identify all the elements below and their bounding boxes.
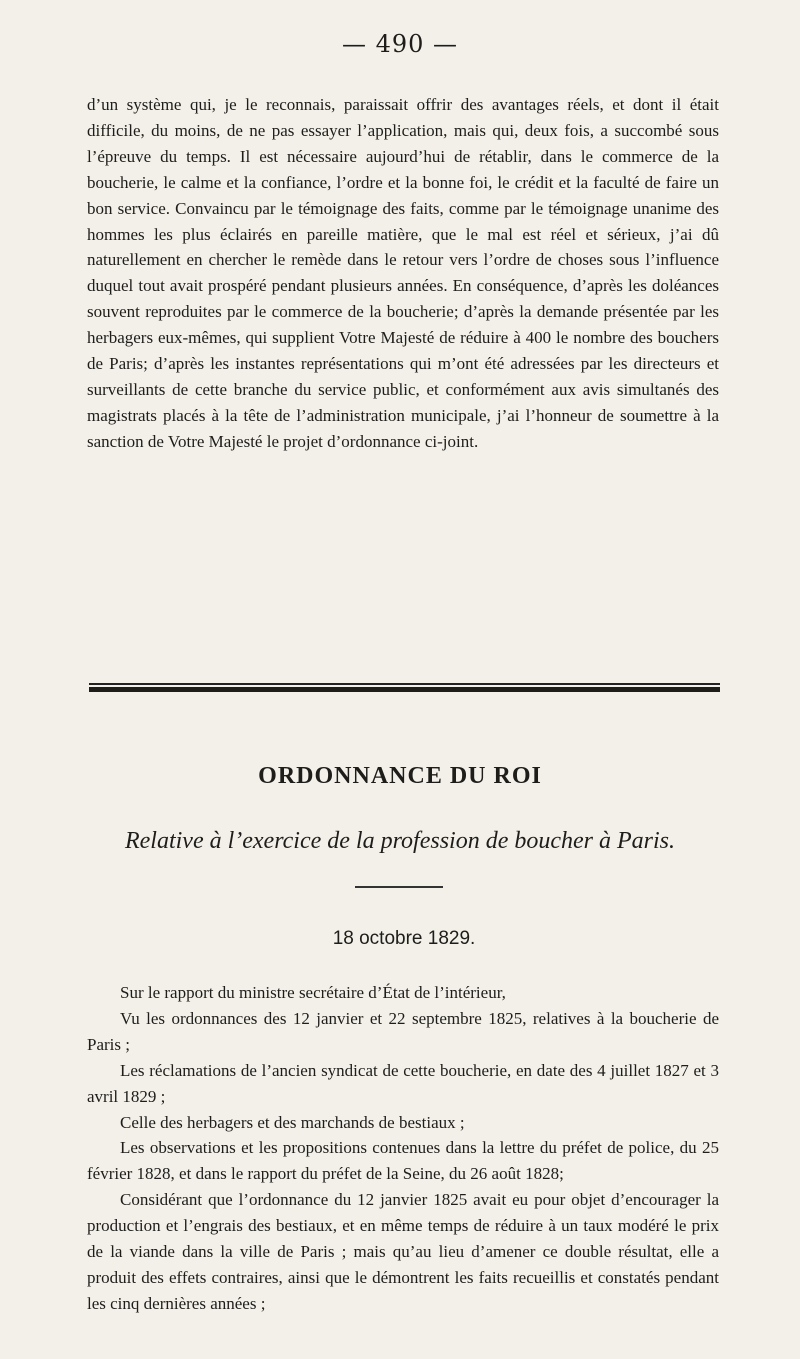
intro-text: d’un système qui, je le reconnais, paraissait offrir des avantages réels, et dont il était difficile, du moins, de ne pas essayer l’application, mais qui, deux fois, a succombé sous l’épreuve du temps. Il est nécessaire aujourd’hui de rétablir, dans le commerce de la boucherie, le calme et la confiance, l’ordre et la bonne foi, le crédit et la faculté de faire un bon service. Convaincu par le témoignage des faits, comme par le témoignage unanime des hommes les plus éclairés en pareille matière, que le mal est réel et sérieux, j’ai dû naturellement en chercher le remède dans le retour vers l’ordre de choses sous l’influence duquel tout avait prospéré pendant plusieurs années. En conséquence, d’après les doléances souvent reproduites par le commerce de la boucherie; d’après la demande présentée par les herbagers eux-mêmes, qui supplient Votre Majesté de réduire à 400 le nombre des bouchers de Paris; d’après les instantes représentations qui m’ont été adressées par les directeurs et surveillants de cette branche du service public, et conformément aux avis simultanés des magistrats placés à la tête de l’administration municipale, j’ai l’honneur de soumettre à la sanction de Votre Majesté le projet d’ordonnance ci-joint. — [87, 95, 719, 451]
body-paragraph: Celle des herbagers et des marchands de bestiaux ; — [120, 1112, 465, 1132]
divider-thin-line — [89, 683, 720, 685]
body-paragraph: Sur le rapport du ministre secrétaire d’État de l’intérieur, — [120, 983, 506, 1002]
intro-paragraph — [87, 92, 719, 455]
ordonnance-subtitle: Relative à l’exercice de la profession de boucher à Paris. — [124, 828, 676, 854]
subtitle-rule — [355, 886, 443, 888]
section-divider — [89, 683, 720, 694]
ordonnance-body — [87, 980, 719, 1317]
body-paragraph: Les observations et les propositions contenues dans la lettre du préfet de police, du 25 février 1828, et dans le rapport du préfet de la Seine, du 26 août 1828; — [87, 1138, 719, 1184]
body-paragraph: Considérant que l’ordonnance du 12 janvier 1825 avait eu pour objet d’encourager la production et l’engrais des bestiaux, et en même temps de réduire à un taux modéré le prix de la viande dans la ville de Paris ; mais qu’au lieu d’amener ce double résultat, elle a produit des effets contraires, ainsi que le démontrent les faits recueillis et constatés pendant les cinq dernières années ; — [87, 1190, 719, 1313]
ordonnance-date: 18 octobre 1829. — [332, 928, 476, 949]
body-paragraph: Vu les ordonnances des 12 janvier et 22 septembre 1825, relatives à la boucherie de Paris ; — [87, 1008, 719, 1054]
page-number: — 490 — — [341, 30, 459, 58]
ordonnance-title: ORDONNANCE DU ROI — [258, 763, 542, 789]
divider-thick-line — [89, 687, 720, 692]
body-paragraph: Les réclamations de l’ancien syndicat de cette boucherie, en date des 4 juillet 1827 et 3 avril 1829 ; — [87, 1060, 719, 1106]
